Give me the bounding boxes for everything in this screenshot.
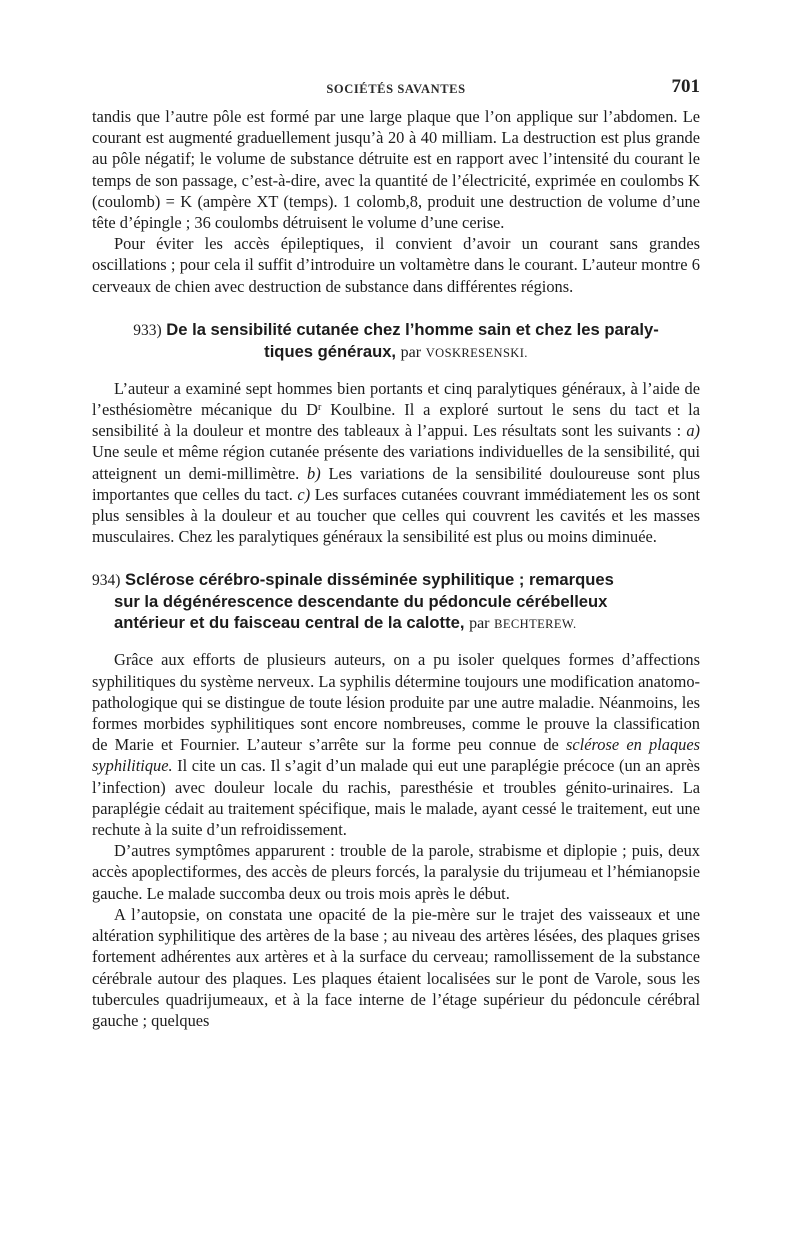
section-933-mark-b: b): [307, 463, 321, 483]
section-934-title-line-3-wrap: [92, 612, 700, 635]
running-head: [92, 76, 700, 106]
section-934-italic-term: sclérose en plaques syphilitique.: [92, 735, 700, 776]
section-934-par: par: [469, 615, 490, 633]
section-933-mark-a: a): [686, 421, 700, 441]
section-933-number: 933): [133, 321, 162, 339]
section-934-text-2: Il cite un cas. Il s’agit d’un malade qui eut une paraplégie précoce (un an après l’infection) avec douleur locale du rachis, paresthésie et troubles génito-urinaires. La paraplégie cédait au traitement spécifique, mais le malade, ayant cessé le traitement, eut une rechute à la suite d’un refroidissement.: [92, 756, 700, 840]
section-933-text-5: Les surfaces cutanées couvrant immédiatement les os sont plus sensibles à la douleur et au toucher que celles qui couvrent les cavités et les masses musculaires. Chez les paralytiques généraux la sensibilité est plus ou moins diminuée.: [92, 484, 700, 547]
intro-paragraph-continued: tandis que l’autre pôle est formé par une large plaque que l’on applique sur l’abdomen. Le courant est augmenté graduellement jusqu’à 20 à 40 milliam. La destruction est plus grande au pôle négatif; le volume de substance détruite est en rapport avec l’intensité du courant le temps de son passage, c’est-à-dire, avec la quantité de l’électricité, exprimée en coulombs K (coulomb) = K (ampère XT (temps). 1 colomb,8, produit une destruction de volume d’une tête d’épingle ; 36 coulombs détruisent le volume d’une cerise.: [92, 107, 700, 233]
section-933-text-4: Les variations de la sensibilité douloureuse sont plus importantes que celles du tact.: [92, 463, 700, 504]
section-934-paragraph-3: A l’autopsie, on constata une opacité de la pie-mère sur le trajet des vaisseaux et une altération syphilitique des artères de la base ; au niveau des artères lésées, des plaques grises fortement adhérentes aux artères et à la surface du cerveau; ramollissement de la substance cérébrale autour des plaques. Les plaques étaient localisées sur le pont de Varole, sous les tubercules quadrijumeaux, et à la face interne de l’étage supérieur du pédoncule cérébral gauche ; quelques: [92, 904, 700, 1030]
section-933-author: VOSKRESENSKI.: [425, 345, 528, 360]
section-933-title-line-2: tiques généraux,: [264, 341, 397, 361]
section-934-author: BECHTEREW.: [494, 617, 577, 632]
section-934-title-line-2: sur la dégénérescence descendante du pédoncule cérébelleux: [114, 592, 608, 612]
section-933-text-3: Une seule et même région cutanée présente des variations individuelles de la sensibilité, qui atteignent un demi-millimètre.: [92, 442, 700, 483]
running-title: SOCIÉTÉS SAVANTES: [326, 82, 466, 96]
section-933-par: par: [400, 343, 422, 361]
intro-paragraph-2: Pour éviter les accès épileptiques, il convient d’avoir un courant sans grandes oscillations ; pour cela il suffit d’introduire un voltamètre dans le courant. L’auteur montre 6 cerveaux de chien avec destruction de substance dans différentes régions.: [92, 234, 700, 296]
page-number: 701: [671, 76, 700, 97]
section-934-title-line-1: Sclérose cérébro-spinale disséminée syphilitique ; remarques: [125, 570, 614, 590]
section-934-paragraph-2: D’autres symptômes apparurent : trouble de la parole, strabisme et diplopie ; puis, deux accès apoplectiformes, des accès de pleurs forcés, la paralysie du trijumeau et l’hémianopsie gauche. Le malade succomba deux ou trois mois après le début.: [92, 841, 700, 903]
section-933-title-line-1: De la sensibilité cutanée chez l’homme sain et chez les paraly-: [166, 319, 659, 339]
section-933-body: [92, 378, 700, 548]
section-934-number: 934): [92, 572, 121, 590]
section-934-text-1: Grâce aux efforts de plusieurs auteurs, on a pu isoler quelques formes d’affections syphilitiques du système nerveux. La syphilis détermine toujours une modification anatomo-pathologique qui se distingue de toute lésion produite par une autre maladie. Néanmoins, les formes morbides syphilitiques sont encore nombreuses, comme le prouve la classification de Marie et Fournier. L’auteur s’arrête sur la forme peu connue de: [92, 650, 700, 755]
section-933-text-2: Koulbine. Il a exploré surtout le sens du tact et la sensibilité à la douleur et montre des tableaux à l’appui. Les résultats sont les suivants :: [92, 400, 701, 441]
section-933-superscript: r: [318, 402, 322, 414]
section-934-title-line-3: antérieur et du faisceau central de la calotte,: [114, 613, 465, 633]
section-933-heading: [92, 319, 700, 364]
section-934-heading: [92, 569, 700, 635]
journal-page: [92, 76, 700, 1031]
section-934-paragraph-1: [92, 649, 700, 840]
section-933-text-1: L’auteur a examiné sept hommes bien portants et cinq paralytiques généraux, à l’aide de l’esthésiomètre mécanique du D: [92, 378, 700, 420]
section-933-mark-c: c): [297, 484, 311, 504]
